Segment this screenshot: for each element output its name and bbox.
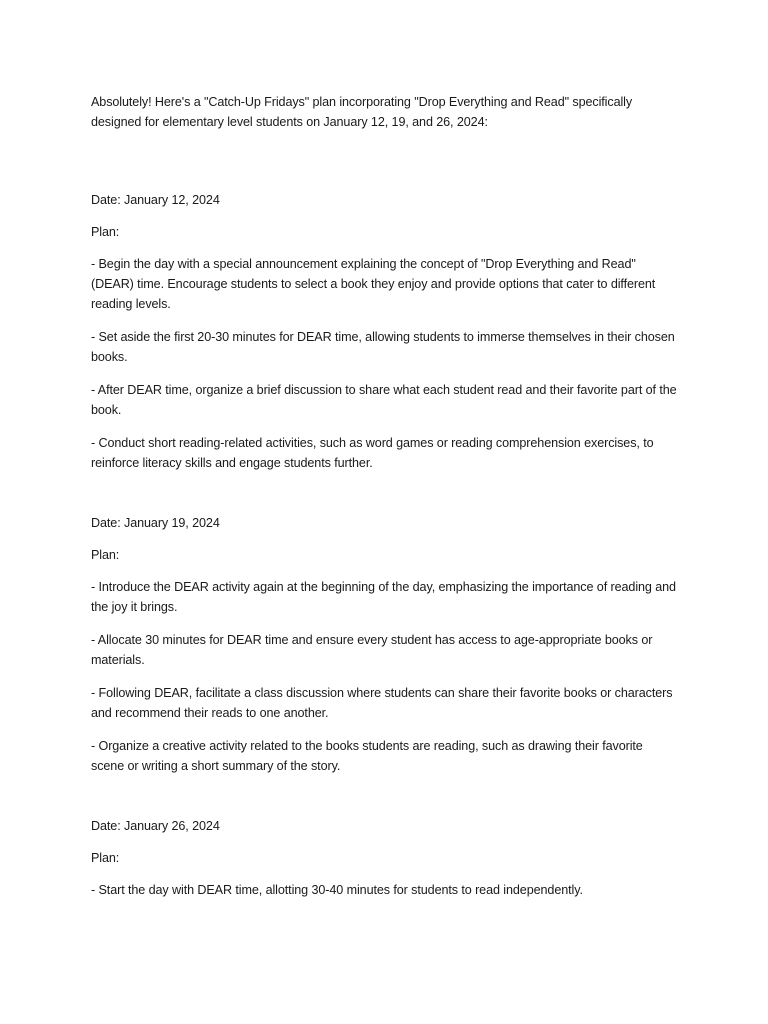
plan-section-jan-26	[91, 816, 678, 900]
plan-item: - Start the day with DEAR time, allotting 30-40 minutes for students to read independently.	[91, 883, 583, 897]
plan-item: - Introduce the DEAR activity again at the beginning of the day, emphasizing the importance of reading and the joy it brings.	[91, 580, 676, 614]
plan-label: Plan:	[91, 851, 120, 865]
plan-item: - Following DEAR, facilitate a class discussion where students can share their favorite books or characters and recommend their reads to one another.	[91, 686, 673, 720]
plan-item: - Conduct short reading-related activities, such as word games or reading comprehension exercises, to reinforce literacy skills and engage students further.	[91, 436, 654, 470]
section-date: Date: January 26, 2024	[91, 819, 220, 833]
intro-paragraph: Absolutely! Here's a "Catch-Up Fridays" plan incorporating "Drop Everything and Read" specifically designed for elementary level students on January 12, 19, and 26, 2024:	[91, 95, 633, 129]
section-date: Date: January 12, 2024	[91, 193, 220, 207]
plan-item: - After DEAR time, organize a brief discussion to share what each student read and their favorite part of the book.	[91, 383, 677, 417]
plan-label: Plan:	[91, 225, 120, 239]
section-date: Date: January 19, 2024	[91, 516, 220, 530]
plan-item: - Allocate 30 minutes for DEAR time and ensure every student has access to age-appropriate books or materials.	[91, 633, 653, 667]
plan-section-jan-12	[91, 190, 678, 473]
plan-item: - Organize a creative activity related to the books students are reading, such as drawing their favorite scene or writing a short summary of the story.	[91, 739, 643, 773]
plan-item: - Begin the day with a special announcement explaining the concept of "Drop Everything and Read" (DEAR) time. Encourage students to select a book they enjoy and provide options that cater to different reading levels.	[91, 257, 656, 311]
plan-label: Plan:	[91, 548, 120, 562]
plan-section-jan-19	[91, 513, 678, 776]
plan-item: - Set aside the first 20-30 minutes for DEAR time, allowing students to immerse themselves in their chosen books.	[91, 330, 675, 364]
